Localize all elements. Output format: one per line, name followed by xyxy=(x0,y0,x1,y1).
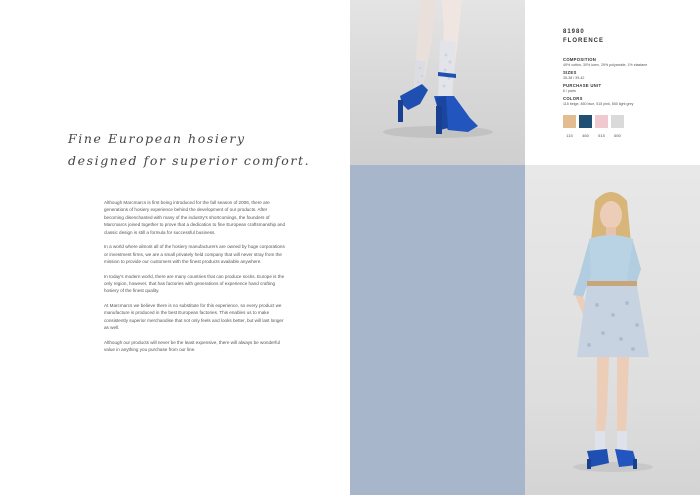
swatch-code: 650 xyxy=(614,133,621,138)
colors-value: 115 beige, 460 blue, 515 pink, 650 light grey xyxy=(563,102,634,106)
swatch-codes xyxy=(563,133,624,138)
colors-spec xyxy=(563,96,683,106)
paragraph: In a world where almost all of the hosiery manufacturers are owned by huge corporations or investment firms, we are a small privately held company that will never stray from the mission to provide our customers with the finest products available anywhere. xyxy=(104,244,285,265)
color-swatch[interactable] xyxy=(611,115,624,128)
composition-label: COMPOSITION xyxy=(563,57,597,62)
purchase-unit-value: 6 / pairs xyxy=(563,89,576,93)
blue-color-panel xyxy=(350,165,525,495)
color-swatch[interactable] xyxy=(563,115,576,128)
color-swatch[interactable] xyxy=(595,115,608,128)
model-illustration xyxy=(525,165,700,495)
tagline-line-1: Fine European hosiery xyxy=(68,131,246,146)
tagline-line-2: designed for superior comfort. xyxy=(68,153,311,168)
legs-shoes-photo xyxy=(350,0,525,165)
paragraph: Although our products will never be the least expensive, there will always be wonderful value in anything you purchase from our line. xyxy=(104,339,280,353)
colors-label: COLORS xyxy=(563,96,583,101)
sizes-label: SIZES xyxy=(563,70,577,75)
product-name: FLORENCE xyxy=(563,38,604,44)
paragraph: At Marcmarcs we believe there is no substitute for this experience, so every product we manufacture is produced in the best European factories. This enables us to make consistently superior merchandise that not only feels and looks better, but will last longer as well. xyxy=(104,303,284,331)
purchase-unit-spec xyxy=(563,83,683,93)
color-swatch[interactable] xyxy=(579,115,592,128)
swatch-code: 460 xyxy=(582,133,589,138)
body-copy xyxy=(104,199,286,361)
purchase-unit-label: PURCHASE UNIT xyxy=(563,83,602,88)
composition-spec xyxy=(563,57,683,67)
paragraph: In today's modern world, there are many countries that can produce socks. Europe is the only region, however, that has factories with generations of experience hand crafting hosiery of the finest quality. xyxy=(104,273,285,294)
swatch-code: 115 xyxy=(566,133,573,138)
sizes-value: 35-38 / 39-42 xyxy=(563,76,585,80)
swatch-code: 515 xyxy=(598,133,605,138)
tagline xyxy=(68,128,328,172)
sizes-spec xyxy=(563,70,683,80)
model-photo xyxy=(525,165,700,495)
product-code: 81980 xyxy=(563,29,585,35)
color-swatches xyxy=(563,115,624,128)
legs-shoes-illustration xyxy=(350,0,525,165)
paragraph: Although Marcmarcs is first being introduced for the fall season of 2006, there are generations of hosiery experience behind the development of our products. After becoming disenchanted with many of the industry's shortcomings, the founders of Marcmarcs joined together to prove that a dedication to fine European craftsmanship and classic design is still a formula for successful business. xyxy=(104,200,286,235)
composition-value: 49% cotton, 30% lurex, 29% polyamide, 1% elastane xyxy=(563,63,648,67)
